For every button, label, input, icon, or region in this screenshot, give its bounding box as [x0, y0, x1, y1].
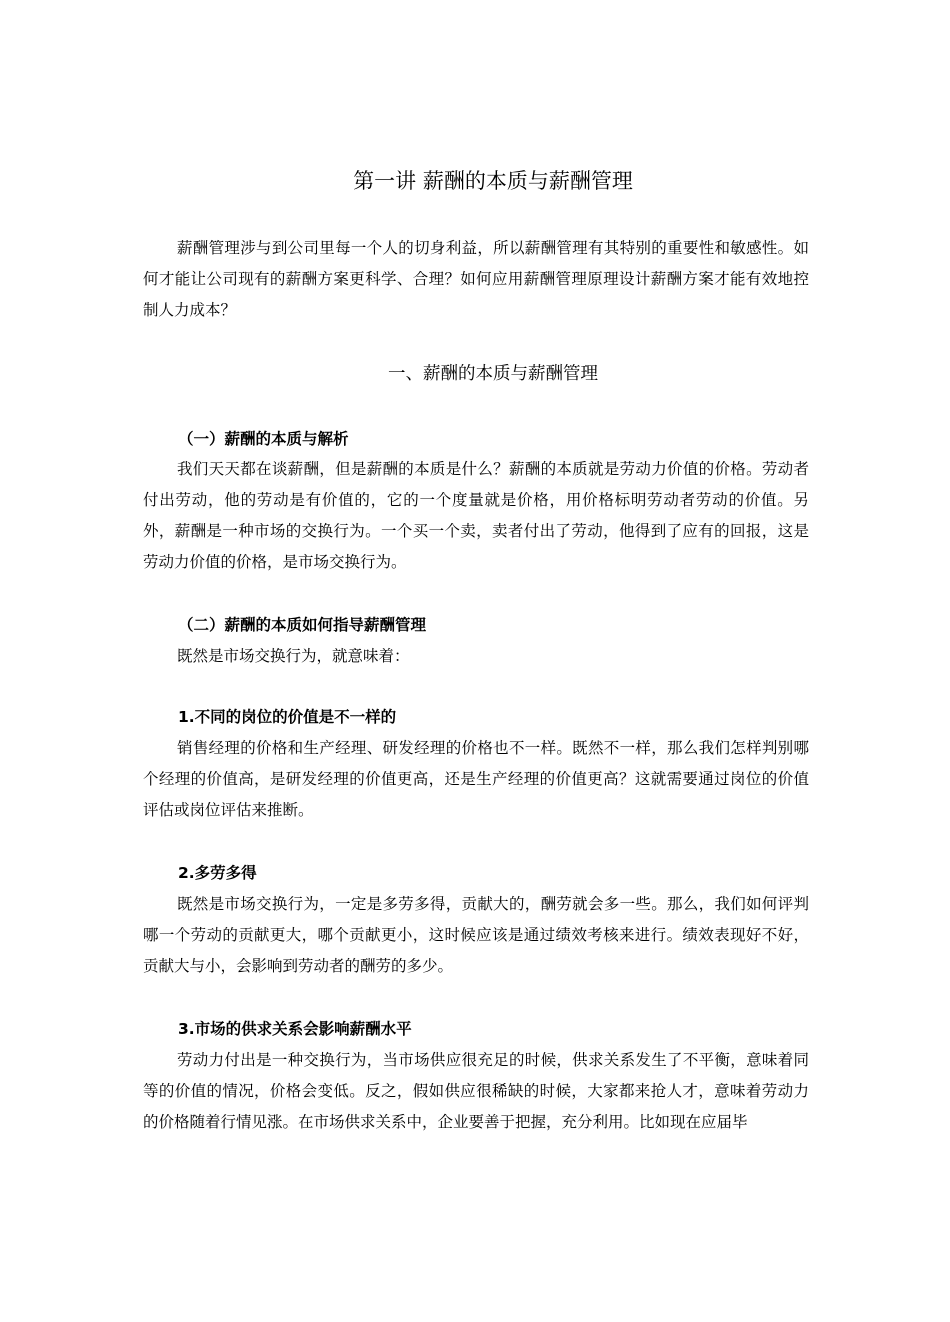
point-body-1: 销售经理的价格和生产经理、研发经理的价格也不一样。既然不一样，那么我们怎样判别哪个经理的价值高，是研发经理的价值更高，还是生产经理的价值更高？这就需要通过岗位的价值评估或岗位评估来推断。 — [143, 739, 809, 819]
subsection-heading-2: （二）薪酬的本质如何指导薪酬管理 — [178, 616, 427, 634]
subsection-body-2: 既然是市场交换行为，就意味着： — [177, 647, 410, 665]
point-heading-3: 3.市场的供求关系会影响薪酬水平 — [178, 1020, 412, 1038]
point-heading-1: 1.不同的岗位的价值是不一样的 — [178, 708, 397, 726]
section-title: 一、薪酬的本质与薪酬管理 — [388, 364, 598, 384]
document-title: 第一讲 薪酬的本质与薪酬管理 — [353, 169, 633, 193]
subsection-heading-1: （一）薪酬的本质与解析 — [178, 430, 349, 448]
intro-paragraph: 薪酬管理涉与到公司里每一个人的切身利益，所以薪酬管理有其特别的重要性和敏感性。如何才能让公司现有的薪酬方案更科学、合理？如何应用薪酬管理原理设计薪酬方案才能有效地控制人力成本？ — [143, 239, 809, 319]
point-body-2: 既然是市场交换行为，一定是多劳多得，贡献大的，酬劳就会多一些。那么，我们如何评判哪一个劳动的贡献更大，哪个贡献更小，这时候应该是通过绩效考核来进行。绩效表现好不好，贡献大与小，会影响到劳动者的酬劳的多少。 — [143, 895, 809, 975]
subsection-body-1: 我们天天都在谈薪酬，但是薪酬的本质是什么？薪酬的本质就是劳动力价值的价格。劳动者付出劳动，他的劳动是有价值的，它的一个度量就是价格，用价格标明劳动者劳动的价值。另外，薪酬是一种市场的交换行为。一个买一个卖，卖者付出了劳动，他得到了应有的回报，这是劳动力价值的价格，是市场交换行为。 — [143, 460, 809, 571]
point-heading-2: 2.多劳多得 — [178, 864, 257, 882]
point-body-3: 劳动力付出是一种交换行为，当市场供应很充足的时候，供求关系发生了不平衡，意味着同等的价值的情况，价格会变低。反之，假如供应很稀缺的时候，大家都来抢人才，意味着劳动力的价格随着行情见涨。在市场供求关系中，企业要善于把握，充分利用。比如现在应届毕 — [143, 1051, 809, 1131]
